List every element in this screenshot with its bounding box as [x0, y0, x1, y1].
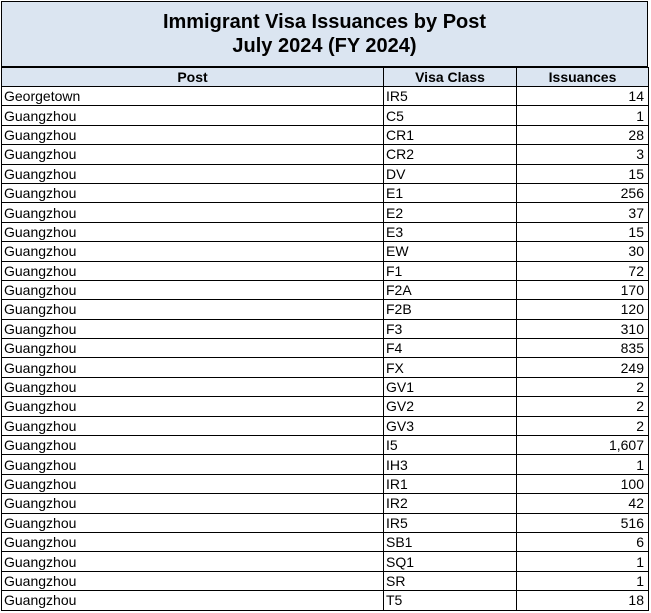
cell-post: Guangzhou	[2, 261, 384, 280]
cell-visa-class: IR5	[384, 513, 517, 532]
table-row	[2, 319, 649, 338]
cell-post: Guangzhou	[2, 164, 384, 183]
cell-visa-class: F2B	[384, 300, 517, 319]
cell-post: Guangzhou	[2, 513, 384, 532]
cell-issuances: 120	[517, 300, 649, 319]
cell-post: Guangzhou	[2, 552, 384, 571]
cell-post: Georgetown	[2, 87, 384, 106]
cell-issuances: 2	[517, 416, 649, 435]
issuance-table	[1, 67, 649, 611]
cell-visa-class: E1	[384, 183, 517, 202]
cell-post: Guangzhou	[2, 339, 384, 358]
cell-visa-class: EW	[384, 242, 517, 261]
cell-visa-class: F2A	[384, 280, 517, 299]
cell-visa-class: IH3	[384, 455, 517, 474]
cell-post: Guangzhou	[2, 145, 384, 164]
cell-post: Guangzhou	[2, 222, 384, 241]
table-row	[2, 183, 649, 202]
cell-issuances: 15	[517, 222, 649, 241]
table-row	[2, 397, 649, 416]
table-row	[2, 591, 649, 610]
cell-post: Guangzhou	[2, 532, 384, 551]
cell-visa-class: F1	[384, 261, 517, 280]
cell-issuances: 18	[517, 591, 649, 610]
cell-issuances: 1	[517, 571, 649, 590]
cell-issuances: 1,607	[517, 436, 649, 455]
table-row	[2, 494, 649, 513]
cell-issuances: 28	[517, 125, 649, 144]
column-header-visa-class: Visa Class	[384, 68, 517, 87]
cell-visa-class: SQ1	[384, 552, 517, 571]
table-row	[2, 164, 649, 183]
table-row	[2, 145, 649, 164]
table-row	[2, 532, 649, 551]
table-row	[2, 339, 649, 358]
table-row	[2, 242, 649, 261]
cell-post: Guangzhou	[2, 571, 384, 590]
cell-visa-class: IR1	[384, 474, 517, 493]
table-row	[2, 222, 649, 241]
cell-issuances: 37	[517, 203, 649, 222]
cell-post: Guangzhou	[2, 319, 384, 338]
column-header-issuances: Issuances	[517, 68, 649, 87]
cell-visa-class: C5	[384, 106, 517, 125]
cell-visa-class: GV3	[384, 416, 517, 435]
cell-visa-class: IR2	[384, 494, 517, 513]
cell-issuances: 249	[517, 358, 649, 377]
column-header-post: Post	[2, 68, 384, 87]
cell-issuances: 15	[517, 164, 649, 183]
cell-issuances: 1	[517, 106, 649, 125]
table-row	[2, 300, 649, 319]
cell-visa-class: CR2	[384, 145, 517, 164]
cell-issuances: 835	[517, 339, 649, 358]
cell-post: Guangzhou	[2, 300, 384, 319]
cell-post: Guangzhou	[2, 358, 384, 377]
cell-post: Guangzhou	[2, 106, 384, 125]
cell-post: Guangzhou	[2, 397, 384, 416]
cell-issuances: 2	[517, 397, 649, 416]
cell-visa-class: E2	[384, 203, 517, 222]
cell-visa-class: IR5	[384, 87, 517, 106]
table-row	[2, 571, 649, 590]
cell-issuances: 256	[517, 183, 649, 202]
cell-visa-class: I5	[384, 436, 517, 455]
table-row	[2, 106, 649, 125]
cell-issuances: 170	[517, 280, 649, 299]
table-row	[2, 280, 649, 299]
table-row	[2, 377, 649, 396]
cell-post: Guangzhou	[2, 474, 384, 493]
cell-visa-class: E3	[384, 222, 517, 241]
cell-issuances: 100	[517, 474, 649, 493]
cell-visa-class: T5	[384, 591, 517, 610]
table-row	[2, 552, 649, 571]
table-row	[2, 125, 649, 144]
cell-visa-class: DV	[384, 164, 517, 183]
cell-issuances: 6	[517, 532, 649, 551]
cell-post: Guangzhou	[2, 436, 384, 455]
cell-post: Guangzhou	[2, 416, 384, 435]
cell-issuances: 516	[517, 513, 649, 532]
title-line-1: Immigrant Visa Issuances by Post	[162, 11, 487, 33]
table-row	[2, 474, 649, 493]
cell-visa-class: FX	[384, 358, 517, 377]
cell-post: Guangzhou	[2, 494, 384, 513]
cell-post: Guangzhou	[2, 377, 384, 396]
title-line-2: July 2024 (FY 2024)	[232, 35, 417, 57]
cell-issuances: 1	[517, 552, 649, 571]
cell-post: Guangzhou	[2, 591, 384, 610]
cell-post: Guangzhou	[2, 455, 384, 474]
cell-visa-class: GV2	[384, 397, 517, 416]
cell-post: Guangzhou	[2, 183, 384, 202]
table-row	[2, 436, 649, 455]
cell-visa-class: F4	[384, 339, 517, 358]
table-body	[2, 87, 649, 611]
cell-issuances: 3	[517, 145, 649, 164]
cell-issuances: 42	[517, 494, 649, 513]
cell-visa-class: CR1	[384, 125, 517, 144]
cell-issuances: 2	[517, 377, 649, 396]
cell-issuances: 1	[517, 455, 649, 474]
table-row	[2, 455, 649, 474]
table-row	[2, 358, 649, 377]
table-row	[2, 261, 649, 280]
cell-visa-class: SR	[384, 571, 517, 590]
cell-post: Guangzhou	[2, 242, 384, 261]
header-row	[2, 68, 649, 87]
table-row	[2, 513, 649, 532]
visa-issuance-sheet	[1, 1, 648, 611]
cell-issuances: 14	[517, 87, 649, 106]
table-row	[2, 416, 649, 435]
report-title	[1, 1, 648, 67]
cell-issuances: 310	[517, 319, 649, 338]
cell-post: Guangzhou	[2, 203, 384, 222]
cell-visa-class: SB1	[384, 532, 517, 551]
table-row	[2, 87, 649, 106]
cell-post: Guangzhou	[2, 280, 384, 299]
cell-issuances: 72	[517, 261, 649, 280]
cell-visa-class: F3	[384, 319, 517, 338]
cell-post: Guangzhou	[2, 125, 384, 144]
cell-issuances: 30	[517, 242, 649, 261]
table-row	[2, 203, 649, 222]
cell-visa-class: GV1	[384, 377, 517, 396]
